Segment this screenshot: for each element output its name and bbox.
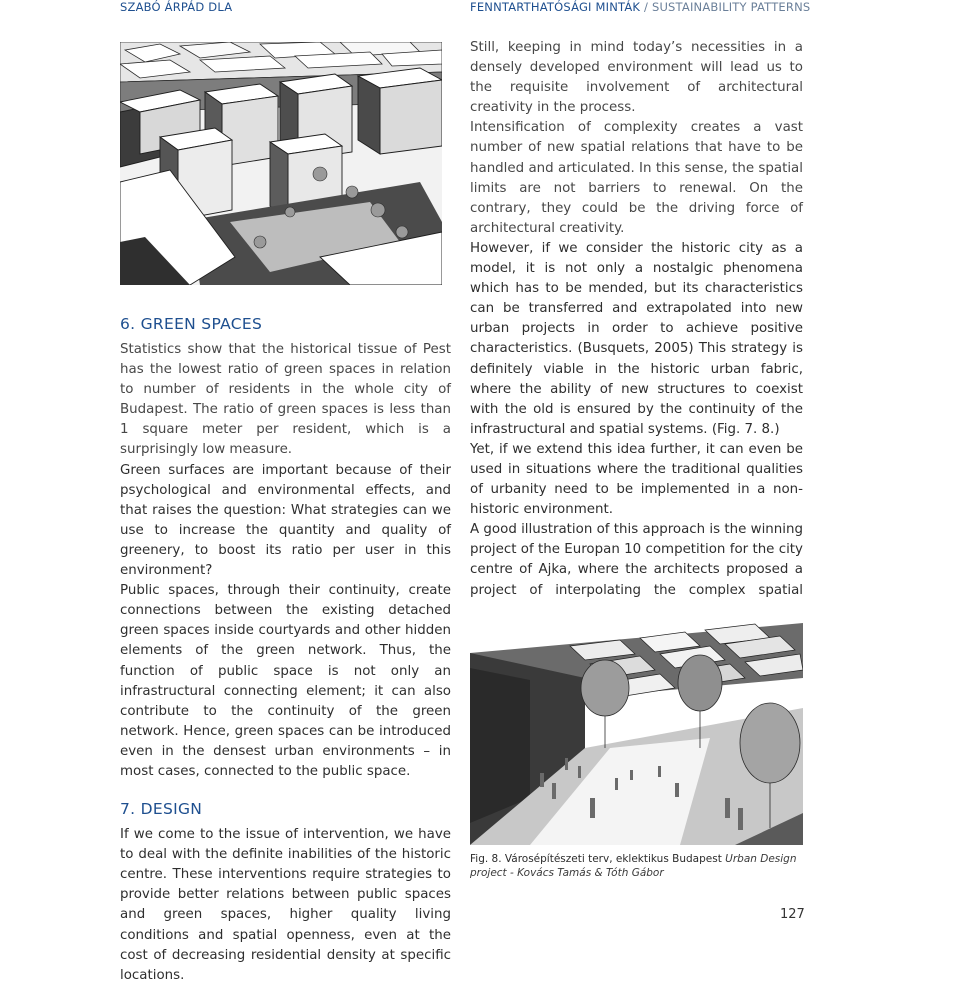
left-text-column <box>120 314 451 986</box>
figure-8-caption <box>470 853 815 880</box>
figure-8-street-render <box>470 598 803 845</box>
running-head-section <box>470 0 810 14</box>
paragraph-intervention: If we come to the issue of intervention, we have to deal with the definite inabilities of the historic centre. These interventions require strategies to provide better relations between public spaces and green spaces, higher quality living conditions and spatial openness, even at the cost of decreasing residential density at specific locations. <box>120 827 451 983</box>
paragraph-europan-ajka: A good illustration of this approach is the winning project of the Europan 10 competition for the city centre of Ajka, where the architects proposed a project of interpolating the complex spatial <box>470 522 803 598</box>
running-head-author: SZABÓ ÁRPÁD DLA <box>120 0 233 14</box>
aerial-render-drawing <box>120 42 442 285</box>
running-head-section-title: FENNTARTHATÓSÁGI MINTÁK <box>470 0 641 14</box>
paragraph-intensification: Intensification of complexity creates a vast number of new spatial relations that have to be handled and articulated. In this sense, the spatial limits are not barriers to renewal. On the contrary, they could be the driving force of architectural creativity. <box>470 120 803 236</box>
street-render-drawing <box>470 598 803 845</box>
paragraph-non-historic: Yet, if we extend this idea further, it can even be used in situations where the traditional qualities of urbanity need to be implemented in a non-historic environment. <box>470 441 803 518</box>
caption-credit: Urban Design project - Kovács Tamás & Tóth Gábor <box>470 853 797 879</box>
heading-design: 7. DESIGN <box>120 800 203 819</box>
paragraph-public-spaces: Public spaces, through their continuity, create connections between the existing detached green spaces inside courtyards and other hidden elements of the green network. Thus, the function of public space is not only an infrastructural connecting element; it can also contribute to the continuity of the green network. Hence, green spaces can be introduced even in the densest urban environments – in most cases, connected to the public space. <box>120 583 451 779</box>
paragraph-necessities: Still, keeping in mind today’s necessities in a densely developed environment will lead us to the requisite involvement of architectural creativity in the process. <box>470 40 803 116</box>
right-text-column <box>470 38 803 681</box>
figure-7-aerial-render <box>120 42 442 285</box>
page-number: 127 <box>780 907 805 922</box>
running-head-section-subtitle: / SUSTAINABILITY PATTERNS <box>640 0 811 14</box>
heading-green-spaces: 6. GREEN SPACES <box>120 315 263 333</box>
paragraph-green-spaces-statistics: Statistics show that the historical tissue of Pest has the lowest ratio of green spaces in relation to number of residents in the whole city of Budapest. The ratio of green spaces is less than 1 square meter per resident, which is a surprisingly low measure. <box>120 342 451 458</box>
caption-text: Fig. 8. Városépítészeti terv, eklektikus Budapest <box>470 853 726 865</box>
paragraph-green-surfaces: Green surfaces are important because of their psychological and environmental effects, and that raises the question: What strategies can we use to increase the quantity and quality of greenery, to boost its ratio per user in this environment? <box>120 462 451 579</box>
paragraph-historic-city-model: However, if we consider the historic city as a model, it is not only a nostalgic phenomena which has to be mended, but its characteristics can be transferred and extrapolated into new urban projects in order to achieve positive characteristics. (Busquets, 2005) This strategy is definitely viable in the historic urban fabric, where the ability of new structures to coexist with the old is ensured by the continuity of the infrastructural and spatial systems. (Fig. 7. 8.) <box>470 240 803 437</box>
